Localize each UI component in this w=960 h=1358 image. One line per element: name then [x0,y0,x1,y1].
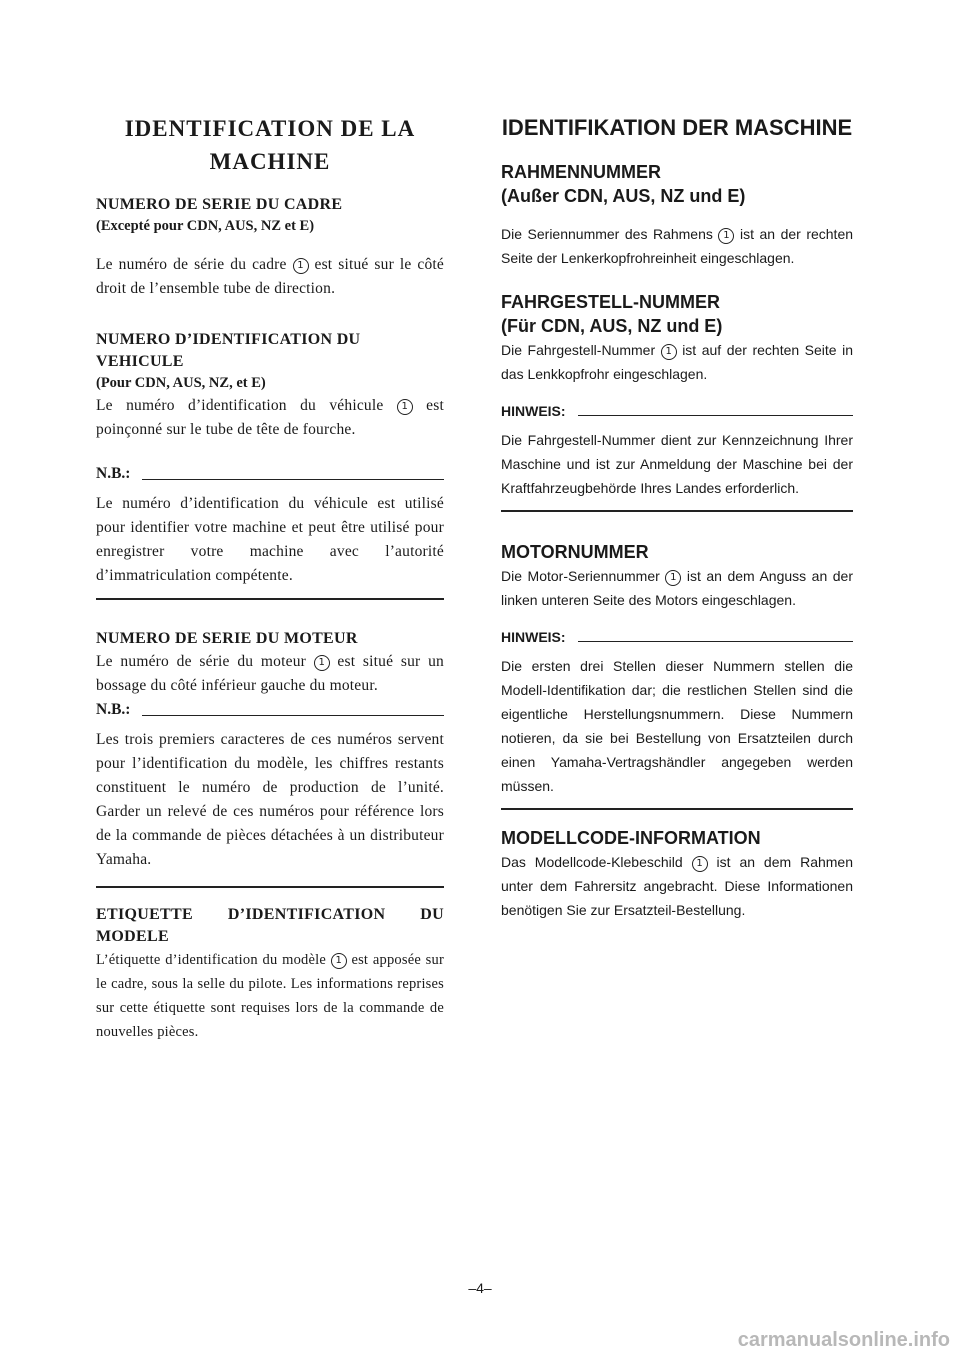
reference-1-icon: 1 [718,228,734,244]
note-rule [142,715,444,716]
french-label-heading: ETIQUETTE D’IDENTIFICATION DU MODELE [96,906,444,945]
german-engine-text: Die Motor-Seriennummer 1 ist an dem Anguss an der linken unteren Seite des Motors eingeschlagen. [501,568,853,608]
french-vin-subheading: (Pour CDN, AUS, NZ, et E) [96,375,266,391]
german-vin-text: Die Fahrgestell-Nummer 1 ist auf der rechten Seite in das Lenkkopfrohr eingeschlagen. [501,342,854,382]
german-engine-heading: MOTORNUMMER [501,542,649,562]
german-vin-note-text: Die Fahrgestell-Nummer dient zur Kennzeichnung Ihrer Maschine und ist zur Anmeldung der Maschine bei der Kraftfahrzeugbehörde Ihres Landes erforderlich. [501,432,853,496]
german-label-heading: MODELLCODE-INFORMATION [501,828,761,848]
reference-1-icon: 1 [665,570,681,586]
french-engine-text: Le numéro de série du moteur 1 est situé sur un bossage du côté inférieur gauche du moteur. [96,653,445,694]
reference-1-icon: 1 [397,399,413,415]
note-rule [578,415,853,416]
page-number: –4– [468,1280,492,1296]
french-vin-note-label: N.B.: [96,465,131,482]
reference-1-icon: 1 [331,953,347,969]
german-vin-subheading: (Für CDN, AUS, NZ und E) [501,316,723,336]
french-column [96,112,444,1044]
reference-1-icon: 1 [314,655,330,671]
german-engine-note-header [501,626,853,648]
french-engine-note-label: N.B.: [96,701,131,718]
german-label-text: Das Modellcode-Klebeschild 1 ist an dem Rahmen unter dem Fahrersitz angebracht. Diese Informationen benötigen Sie zur Ersatzteil-Bestellung. [501,854,854,918]
german-frame-text: Die Seriennummer des Rahmens 1 ist an der rechten Seite der Lenkerkopfrohreinheit eingeschlagen. [501,226,854,266]
german-vin-note-header [501,400,853,422]
french-engine-heading: NUMERO DE SERIE DU MOTEUR [96,630,358,647]
reference-1-icon: 1 [692,856,708,872]
german-engine-note-text: Die ersten drei Stellen dieser Nummern stellen die Modell-Identifikation dar; die restlichen Stellen sind die eigentliche Herstellungsnummern. Diese Nummern notieren, da sie bei Bestellung von Ersatzteilen durch einen Yamaha-Vertragshändler angegeben werden müssen. [501,658,853,794]
french-vin-note-header [96,462,444,486]
reference-1-icon: 1 [293,258,309,274]
german-engine-note-label: HINWEIS: [501,629,566,645]
note-rule [578,641,853,642]
german-column [501,112,853,922]
reference-1-icon: 1 [661,344,677,360]
french-engine-note-header [96,698,444,722]
french-title: IDENTIFICATION DE LA MACHINE [124,116,416,174]
note-rule [142,479,444,480]
french-label-text: L’étiquette d’identification du modèle 1 est apposée sur le cadre, sous la selle du pilote. Les informations reprises sur cette étiquette sont requises lors de la commande de nouvelles pièces. [96,952,444,1040]
french-vin-note-text: Le numéro d’identification du véhicule est utilisé pour identifier votre machine et peut être utilisé pour enregistrer votre machine avec l’autorité d’immatriculation compétente. [96,495,444,584]
german-frame-subheading: (Außer CDN, AUS, NZ und E) [501,186,746,206]
german-frame-heading: RAHMENNUMMER [501,162,661,182]
german-vin-heading: FAHRGESTELL-NUMMER [501,292,720,312]
french-vin-heading: NUMERO D’IDENTIFICATION DU VEHICULE [96,331,361,370]
watermark: carmanualsonline.info [737,1329,950,1351]
french-frame-subheading: (Excepté pour CDN, AUS, NZ et E) [96,218,315,234]
french-frame-heading: NUMERO DE SERIE DU CADRE [96,196,343,213]
german-title: IDENTIFIKATION DER MASCHINE [501,115,853,140]
french-frame-text: Le numéro de série du cadre 1 est situé sur le côté droit de l’ensemble tube de direction. [96,256,444,297]
french-engine-note-text: Les trois premiers caracteres de ces numéros servent pour l’identification du modèle, les chiffres restants constituent le numéro de production de l’unité. Garder un relevé de ces numéros pour référence lors de la commande de pièces détachées à un distributeur Yamaha. [96,731,444,868]
german-vin-note-label: HINWEIS: [501,403,566,419]
french-vin-text: Le numéro d’identification du véhicule 1 est poinçonné sur le tube de tête de fourche. [96,397,444,438]
